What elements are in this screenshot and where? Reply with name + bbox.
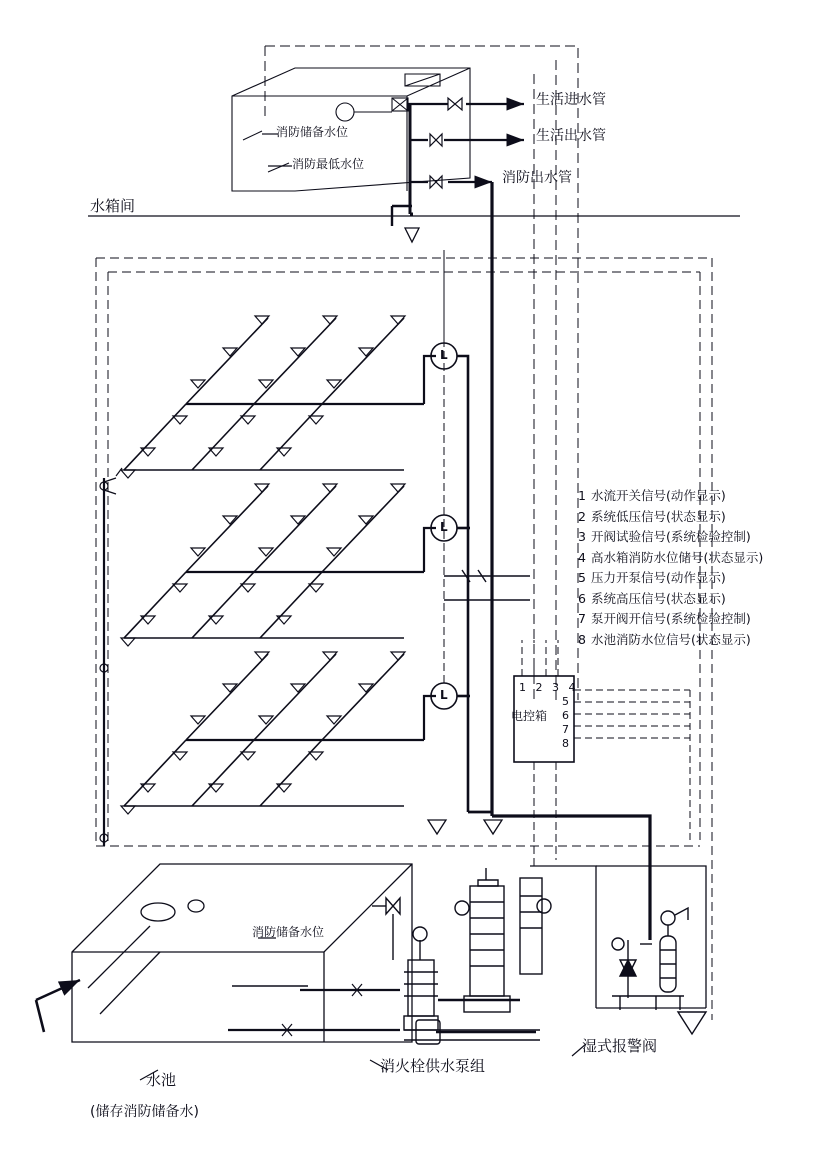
panel-terminals-top: 1 2 3 4 xyxy=(519,681,579,694)
panel-terminal-7: 7 xyxy=(562,723,569,736)
label-domestic-inlet-pipe: 生活进水管 xyxy=(536,92,606,108)
signal-item-2 xyxy=(578,507,763,528)
signal-text-6: 系统高压信号(状态显示) xyxy=(591,590,726,606)
signal-text-4: 高水箱消防水位储号(状态显示) xyxy=(591,549,764,565)
label-water-tank-room: 水箱间 xyxy=(90,197,136,215)
signal-text-8: 水池消防水位信号(状态显示) xyxy=(591,631,751,647)
label-hydrant-pump-group: 消火栓供水泵组 xyxy=(380,1057,486,1075)
signal-text-2: 系统低压信号(状态显示) xyxy=(591,508,726,524)
label-tank-reserve-level: 消防储备水位 xyxy=(276,125,349,139)
signal-num-8: 8 xyxy=(578,631,586,647)
label-domestic-outlet-pipe: 生活出水管 xyxy=(536,128,606,144)
signal-num-4: 4 xyxy=(578,549,586,565)
signal-legend-list xyxy=(578,486,763,650)
label-pool-reserve-level: 消防储备水位 xyxy=(252,925,325,939)
label-pool: 水池 xyxy=(146,1071,177,1089)
flow-switch-icon-1: L xyxy=(440,348,448,362)
signal-text-7: 泵开阀开信号(系统检验控制) xyxy=(591,611,751,626)
panel-terminal-6: 6 xyxy=(562,709,569,722)
signal-item-8 xyxy=(578,630,763,651)
signal-text-5: 压力开泵信号(动作显示) xyxy=(591,570,726,585)
signal-num-3: 3 xyxy=(578,529,586,544)
label-tank-lowest-level: 消防最低水位 xyxy=(292,157,365,171)
signal-item-3 xyxy=(578,527,763,548)
signal-text-1: 水流开关信号(动作显示) xyxy=(591,488,726,503)
signal-num-2: 2 xyxy=(578,508,586,524)
signal-item-4 xyxy=(578,548,763,569)
panel-terminal-5: 5 xyxy=(562,695,569,708)
signal-num-5: 5 xyxy=(578,570,586,585)
label-control-panel: 电控箱 xyxy=(511,709,548,723)
signal-num-7: 7 xyxy=(578,611,586,626)
flow-switch-icon-3: L xyxy=(440,688,448,702)
flow-switch-icon-2: L xyxy=(440,520,448,534)
signal-item-1 xyxy=(578,486,763,507)
signal-item-7 xyxy=(578,609,763,630)
label-wet-alarm-valve: 湿式报警阀 xyxy=(582,1037,658,1055)
label-pool-note: (储存消防储备水) xyxy=(90,1104,199,1120)
signal-item-5 xyxy=(578,568,763,589)
panel-terminal-8: 8 xyxy=(562,737,569,750)
signal-text-3: 开阀试验信号(系统检验控制) xyxy=(591,529,751,544)
signal-num-6: 6 xyxy=(578,590,586,606)
signal-item-6 xyxy=(578,589,763,610)
signal-num-1: 1 xyxy=(578,488,586,503)
label-fire-outlet-pipe: 消防出水管 xyxy=(502,170,572,186)
